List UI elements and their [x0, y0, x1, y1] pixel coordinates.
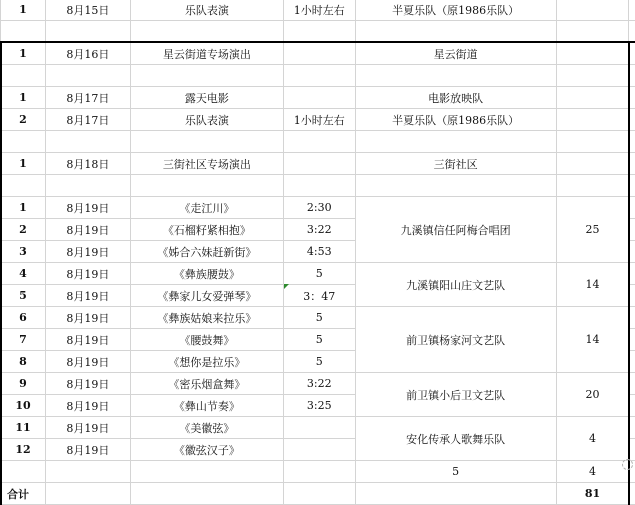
left-border-line — [0, 41, 2, 505]
count-cell[interactable] — [556, 0, 629, 21]
program-cell[interactable]: 《彝家儿女爱弹琴》 — [130, 285, 283, 307]
seq-cell[interactable]: 3 — [1, 241, 46, 263]
table-row — [1, 131, 635, 153]
duration-cell[interactable]: 3:25 — [283, 395, 355, 417]
total-row — [1, 483, 635, 505]
date-cell[interactable]: 8月18日 — [45, 153, 130, 175]
table-row — [1, 175, 635, 197]
count-cell[interactable] — [556, 65, 629, 87]
count-cell[interactable] — [556, 21, 629, 43]
loading-spinner-icon — [622, 459, 633, 470]
duration-cell[interactable] — [283, 65, 355, 87]
date-cell[interactable]: 8月19日 — [45, 197, 130, 219]
table-row — [1, 263, 635, 285]
program-cell[interactable]: 《走江川》 — [130, 197, 283, 219]
date-cell[interactable]: 8月19日 — [45, 307, 130, 329]
program-cell[interactable]: 《石榴籽紧相抱》 — [130, 219, 283, 241]
date-cell[interactable]: 8月19日 — [45, 351, 130, 373]
program-cell[interactable]: 露天电影 — [130, 87, 283, 109]
program-cell[interactable]: 《腰鼓舞》 — [130, 329, 283, 351]
seq-cell[interactable]: 12 — [1, 439, 46, 461]
duration-cell[interactable] — [283, 439, 355, 461]
performer-cell[interactable]: 三街社区 — [355, 153, 556, 175]
table-row — [1, 0, 635, 21]
date-cell[interactable]: 8月19日 — [45, 263, 130, 285]
date-cell[interactable]: 8月15日 — [45, 0, 130, 21]
count-cell[interactable] — [556, 87, 629, 109]
date-cell[interactable]: 8月16日 — [45, 43, 130, 65]
seq-cell[interactable]: 11 — [1, 417, 46, 439]
count-cell[interactable] — [556, 175, 629, 197]
performer-cell[interactable] — [355, 21, 556, 43]
seq-cell[interactable]: 2 — [1, 109, 46, 131]
date-cell[interactable]: 8月19日 — [45, 241, 130, 263]
right-border-line — [628, 41, 630, 505]
date-cell[interactable]: 8月19日 — [45, 329, 130, 351]
count-group-cell[interactable]: 4 — [556, 417, 629, 461]
duration-cell[interactable] — [283, 43, 355, 65]
count-group-cell[interactable]: 20 — [556, 373, 629, 417]
program-cell[interactable] — [130, 21, 283, 43]
program-cell[interactable]: 乐队表演 — [130, 109, 283, 131]
count-cell[interactable] — [556, 109, 629, 131]
program-cell[interactable] — [130, 131, 283, 153]
performer-group-cell[interactable]: 安化传承人歌舞乐队 — [355, 417, 556, 461]
seq-cell[interactable]: 4 — [1, 263, 46, 285]
duration-cell[interactable] — [283, 131, 355, 153]
performer-cell[interactable]: 星云街道 — [355, 43, 556, 65]
table-row — [1, 43, 635, 65]
program-cell[interactable]: 《彝族姑娘来拉乐》 — [130, 307, 283, 329]
program-cell[interactable]: 《想你是拉乐》 — [130, 351, 283, 373]
seq-cell[interactable] — [1, 175, 46, 197]
date-cell[interactable] — [45, 131, 130, 153]
seq-cell[interactable] — [1, 65, 46, 87]
count-cell[interactable] — [556, 153, 629, 175]
performer-cell[interactable] — [355, 175, 556, 197]
program-cell[interactable]: 星云街道专场演出 — [130, 43, 283, 65]
seq-cell[interactable]: 1 — [1, 87, 46, 109]
duration-cell[interactable]: 1小时左右 — [283, 0, 355, 21]
duration-cell[interactable]: 4:53 — [283, 241, 355, 263]
seq-cell[interactable] — [1, 131, 46, 153]
duration-cell[interactable]: 3:22 — [283, 219, 355, 241]
table-row — [1, 153, 635, 175]
program-cell[interactable]: 《姊合六妹赶新街》 — [130, 241, 283, 263]
performer-cell[interactable]: 半夏乐队（原1986乐队） — [355, 109, 556, 131]
table-row — [1, 461, 635, 483]
edge-cell — [629, 0, 635, 21]
table-row — [1, 307, 635, 329]
program-cell[interactable] — [130, 483, 283, 505]
duration-cell[interactable] — [283, 461, 355, 483]
seq-cell[interactable]: 1 — [1, 197, 46, 219]
performer-group-cell[interactable]: 九溪镇信任阿梅合唱团 — [355, 197, 556, 263]
total-label[interactable]: 合计 — [1, 483, 46, 505]
program-cell[interactable]: 《彝族腰鼓》 — [130, 263, 283, 285]
program-cell[interactable]: 《美徽弦》 — [130, 417, 283, 439]
seq-cell[interactable]: 2 — [1, 219, 46, 241]
table-row — [1, 197, 635, 219]
table-body — [1, 0, 635, 505]
seq-cell[interactable]: 10 — [1, 395, 46, 417]
program-cell[interactable]: 乐队表演 — [130, 0, 283, 21]
date-cell[interactable]: 8月19日 — [45, 285, 130, 307]
table-row — [1, 65, 635, 87]
duration-cell[interactable] — [283, 483, 355, 505]
program-cell[interactable] — [130, 461, 283, 483]
performer-group-cell[interactable]: 前卫镇杨家河文艺队 — [355, 307, 556, 373]
cell-comment-marker — [284, 284, 289, 289]
program-cell[interactable]: 三街社区专场演出 — [130, 153, 283, 175]
date-cell[interactable]: 8月19日 — [45, 219, 130, 241]
count-cell[interactable] — [556, 43, 629, 65]
duration-cell[interactable]: 5 — [283, 307, 355, 329]
count-cell[interactable]: 4 — [556, 461, 629, 483]
date-cell[interactable] — [45, 461, 130, 483]
count-cell[interactable] — [556, 131, 629, 153]
program-cell[interactable]: 《徽弦汉子》 — [130, 439, 283, 461]
duration-cell[interactable]: 3:22 — [283, 373, 355, 395]
seq-cell[interactable]: 6 — [1, 307, 46, 329]
duration-cell[interactable]: 1小时左右 — [283, 109, 355, 131]
performer-cell[interactable]: 5 — [355, 461, 556, 483]
seq-cell[interactable]: 1 — [1, 43, 46, 65]
date-cell[interactable] — [45, 21, 130, 43]
seq-cell[interactable]: 1 — [1, 0, 46, 21]
program-cell[interactable] — [130, 65, 283, 87]
performer-cell[interactable]: 半夏乐队（原1986乐队） — [355, 0, 556, 21]
duration-cell[interactable]: 3：47 — [283, 285, 355, 307]
duration-cell[interactable]: 5 — [283, 263, 355, 285]
program-cell[interactable]: 《彝山节奏》 — [130, 395, 283, 417]
seq-cell[interactable]: 9 — [1, 373, 46, 395]
table-row — [1, 21, 635, 43]
seq-cell[interactable]: 7 — [1, 329, 46, 351]
performer-cell[interactable] — [355, 483, 556, 505]
date-cell[interactable]: 8月17日 — [45, 109, 130, 131]
date-cell[interactable] — [45, 483, 130, 505]
duration-cell[interactable] — [283, 417, 355, 439]
table-row — [1, 87, 635, 109]
program-cell[interactable]: 《密乐烟盒舞》 — [130, 373, 283, 395]
duration-cell[interactable]: 5 — [283, 329, 355, 351]
performer-cell[interactable] — [355, 131, 556, 153]
date-cell[interactable]: 8月19日 — [45, 417, 130, 439]
seq-cell[interactable] — [1, 461, 46, 483]
performer-cell[interactable]: 电影放映队 — [355, 87, 556, 109]
table-row — [1, 373, 635, 395]
count-group-cell[interactable]: 14 — [556, 307, 629, 373]
date-cell[interactable] — [45, 175, 130, 197]
performer-cell[interactable] — [355, 65, 556, 87]
date-cell[interactable]: 8月19日 — [45, 395, 130, 417]
duration-cell[interactable] — [283, 175, 355, 197]
duration-cell[interactable] — [283, 21, 355, 43]
date-cell[interactable]: 8月19日 — [45, 373, 130, 395]
seq-cell[interactable]: 1 — [1, 153, 46, 175]
performer-group-cell[interactable]: 前卫镇小后卫文艺队 — [355, 373, 556, 417]
total-count[interactable]: 81 — [556, 483, 629, 505]
duration-cell[interactable]: 5 — [283, 351, 355, 373]
table-row — [1, 417, 635, 439]
date-cell[interactable] — [45, 65, 130, 87]
date-cell[interactable]: 8月17日 — [45, 87, 130, 109]
seq-cell[interactable] — [1, 21, 46, 43]
count-group-cell[interactable]: 14 — [556, 263, 629, 307]
duration-cell[interactable] — [283, 153, 355, 175]
duration-cell[interactable]: 2:30 — [283, 197, 355, 219]
table-row — [1, 109, 635, 131]
date-cell[interactable]: 8月19日 — [45, 439, 130, 461]
program-cell[interactable] — [130, 175, 283, 197]
seq-cell[interactable]: 5 — [1, 285, 46, 307]
seq-cell[interactable]: 8 — [1, 351, 46, 373]
performer-group-cell[interactable]: 九溪镇阳山庄文艺队 — [355, 263, 556, 307]
count-group-cell[interactable]: 25 — [556, 197, 629, 263]
edge-cell — [629, 21, 635, 43]
duration-cell[interactable] — [283, 87, 355, 109]
top-border-line — [0, 41, 635, 43]
